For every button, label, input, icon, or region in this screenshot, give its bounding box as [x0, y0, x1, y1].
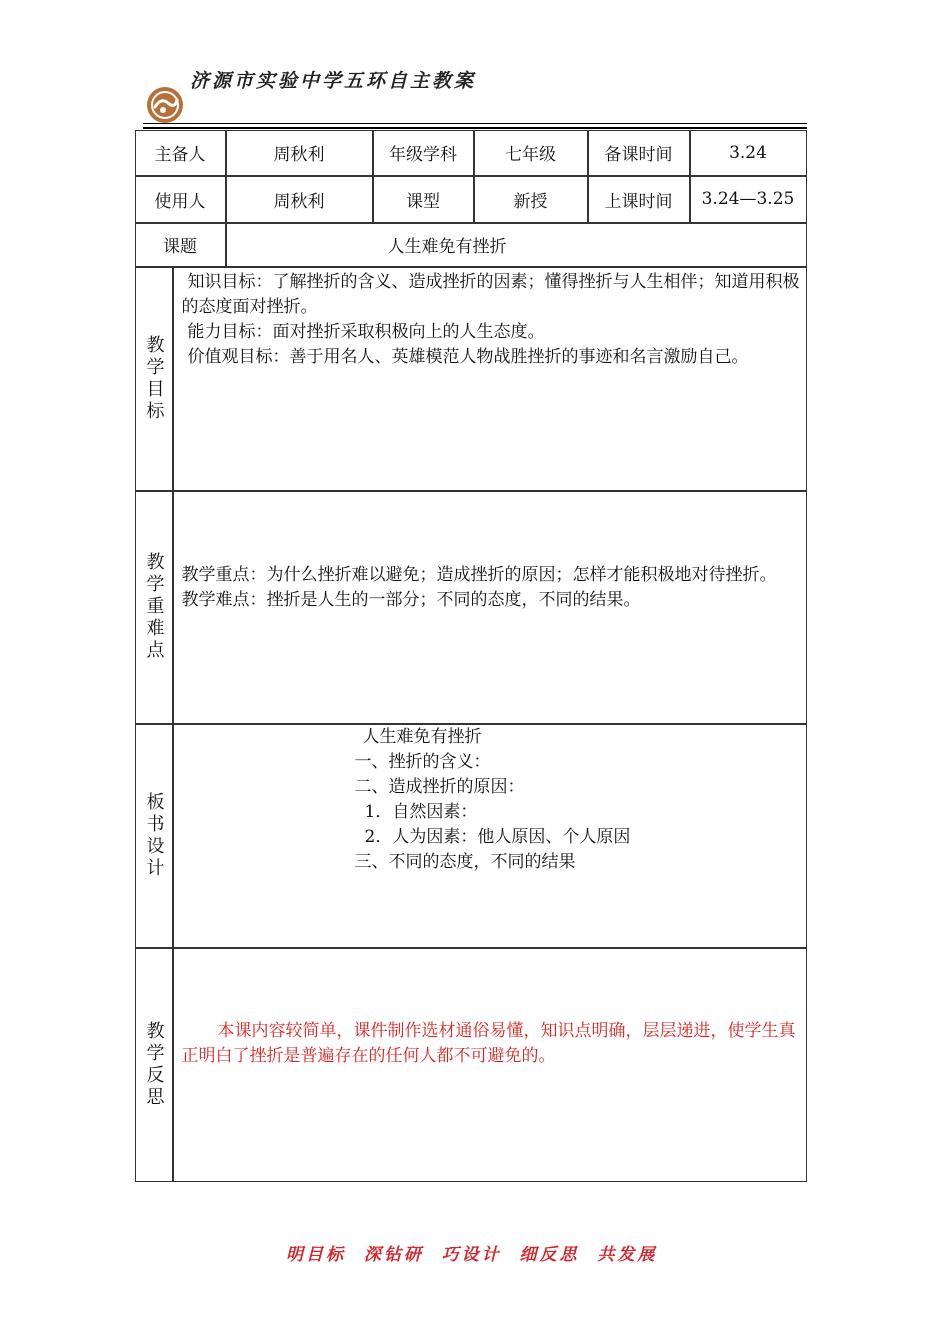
cell-preparer-label: 主备人 [135, 130, 226, 176]
cell-topic-label: 课题 [135, 223, 226, 267]
board-title: 人生难免有挫折 [362, 726, 482, 747]
board-line-2: 二、造成挫折的原因： [354, 776, 525, 797]
school-logo-icon [146, 86, 184, 124]
cell-preparer-value: 周秋利 [226, 130, 373, 176]
cell-grade-subject-label: 年级学科 [373, 130, 474, 176]
lesson-plan-table [135, 130, 807, 1182]
cell-lesson-type-value: 新授 [474, 176, 588, 223]
board-content [173, 724, 807, 948]
objectives-label: 教学目标 [143, 334, 165, 423]
cell-class-time-label: 上课时间 [588, 176, 690, 223]
board-line-1: 一、挫折的含义： [354, 751, 491, 772]
reflection-content [173, 948, 807, 1182]
board-line-5: 三、不同的态度，不同的结果 [354, 851, 576, 872]
cell-grade-subject-value: 七年级 [474, 130, 588, 176]
objective-knowledge: 知识目标：了解挫折的含义、造成挫折的因素；懂得挫折与人生相伴；知道用积极的态度面对挫折。 [181, 271, 800, 317]
board-line-3: 1．自然因素： [364, 801, 478, 822]
cell-user-label: 使用人 [135, 176, 226, 223]
key-point-focus: 教学重点：为什么挫折难以避免；造成挫折的原因；怎样才能积极地对待挫折。 [181, 564, 777, 585]
cell-class-time-value: 3.24—3.25 [690, 176, 807, 223]
section-label-key-points [135, 491, 173, 724]
objective-ability: 能力目标：面对挫折采取积极向上的人生态度。 [187, 321, 545, 342]
board-label: 板书设计 [143, 791, 165, 880]
cell-prep-time-label: 备课时间 [588, 130, 690, 176]
school-header-title: 济源市实验中学五环自主教案 [190, 70, 477, 92]
objectives-content [173, 267, 807, 491]
cell-user-value: 周秋利 [226, 176, 373, 223]
footer-motto: 明目标 深钻研 巧设计 细反思 共发展 [286, 1245, 658, 1265]
section-label-reflection [135, 948, 173, 1182]
key-point-difficulty: 教学难点：挫折是人生的一部分；不同的态度，不同的结果。 [181, 589, 641, 610]
cell-lesson-type-label: 课型 [373, 176, 474, 223]
reflection-label: 教学反思 [143, 1020, 165, 1109]
key-points-label: 教学重难点 [143, 552, 165, 662]
cell-prep-time-value: 3.24 [690, 130, 807, 176]
reflection-text: 本课内容较简单，课件制作选材通俗易懂，知识点明确，层层递进，使学生真正明白了挫折是普遍存在的任何人都不可避免的。 [181, 1020, 796, 1066]
header-rule-thin [143, 123, 807, 124]
objective-values: 价值观目标：善于用名人、英雄模范人物战胜挫折的事迹和名言激励自己。 [187, 346, 749, 367]
section-label-board [135, 724, 173, 948]
cell-topic-value: 人生难免有挫折 [226, 223, 807, 267]
section-label-objectives [135, 267, 173, 491]
key-points-content [173, 491, 807, 724]
board-line-4: 2．人为因素：他人原因、个人原因 [364, 826, 631, 847]
